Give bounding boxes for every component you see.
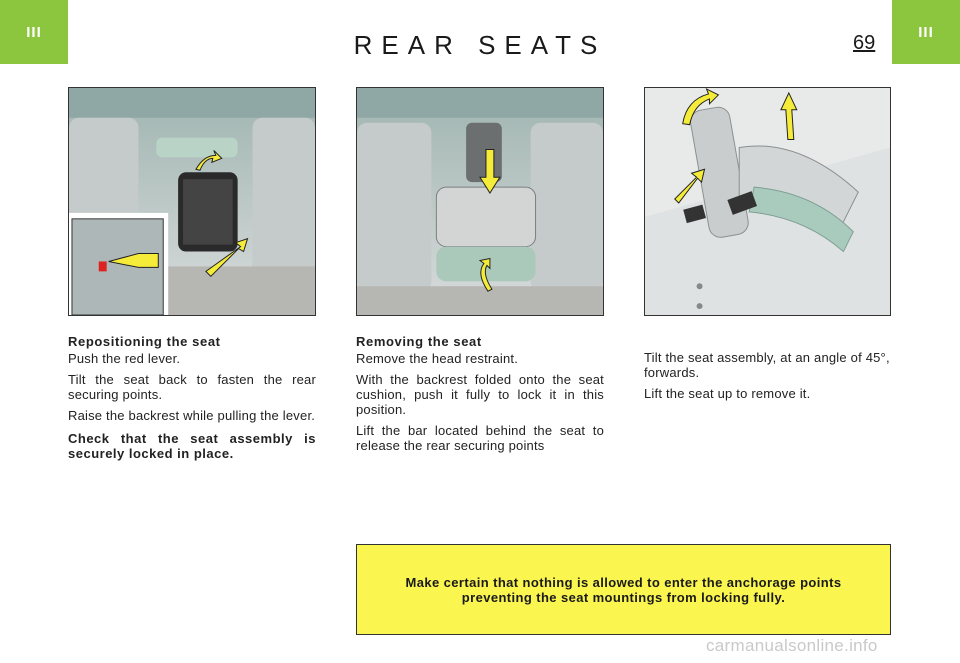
page-title: REAR SEATS bbox=[353, 30, 607, 60]
column-removing bbox=[356, 334, 604, 459]
column-repositioning bbox=[68, 334, 316, 467]
photo-repositioning-seat bbox=[68, 87, 316, 316]
instruction-text: Lift the bar located behind the seat to release the rear securing points bbox=[356, 423, 604, 453]
instruction-text: Tilt the seat assembly, at an angle of 45°, forwards. bbox=[644, 350, 890, 380]
warning-notice bbox=[356, 544, 891, 635]
instruction-text: Remove the head restraint. bbox=[356, 351, 519, 366]
emphasis-text: Check that the seat assembly is securely locked in place. bbox=[68, 431, 316, 461]
watermark: carmanualsonline.info bbox=[706, 636, 878, 655]
photo-removing-seat bbox=[356, 87, 604, 316]
column-tilting bbox=[644, 350, 891, 407]
section-heading: Repositioning the seat bbox=[68, 334, 221, 349]
instruction-text: With the backrest folded onto the seat cushion, push it fully to lock it in this position. bbox=[356, 372, 604, 417]
photo-tilting-seat bbox=[644, 87, 891, 316]
instruction-text: Raise the backrest while pulling the lever. bbox=[68, 408, 316, 423]
section-tab-left: III bbox=[0, 0, 68, 64]
instruction-text: Tilt the seat back to fasten the rear securing points. bbox=[68, 372, 316, 402]
instruction-text: Lift the seat up to remove it. bbox=[644, 386, 811, 401]
section-tab-right: III bbox=[892, 0, 960, 64]
instruction-text: Push the red lever. bbox=[68, 351, 181, 366]
page-number: 69 bbox=[853, 32, 876, 54]
warning-text: Make certain that nothing is allowed to enter the anchorage points preventing the seat mountings from locking fully. bbox=[405, 574, 842, 605]
section-heading: Removing the seat bbox=[356, 334, 482, 349]
